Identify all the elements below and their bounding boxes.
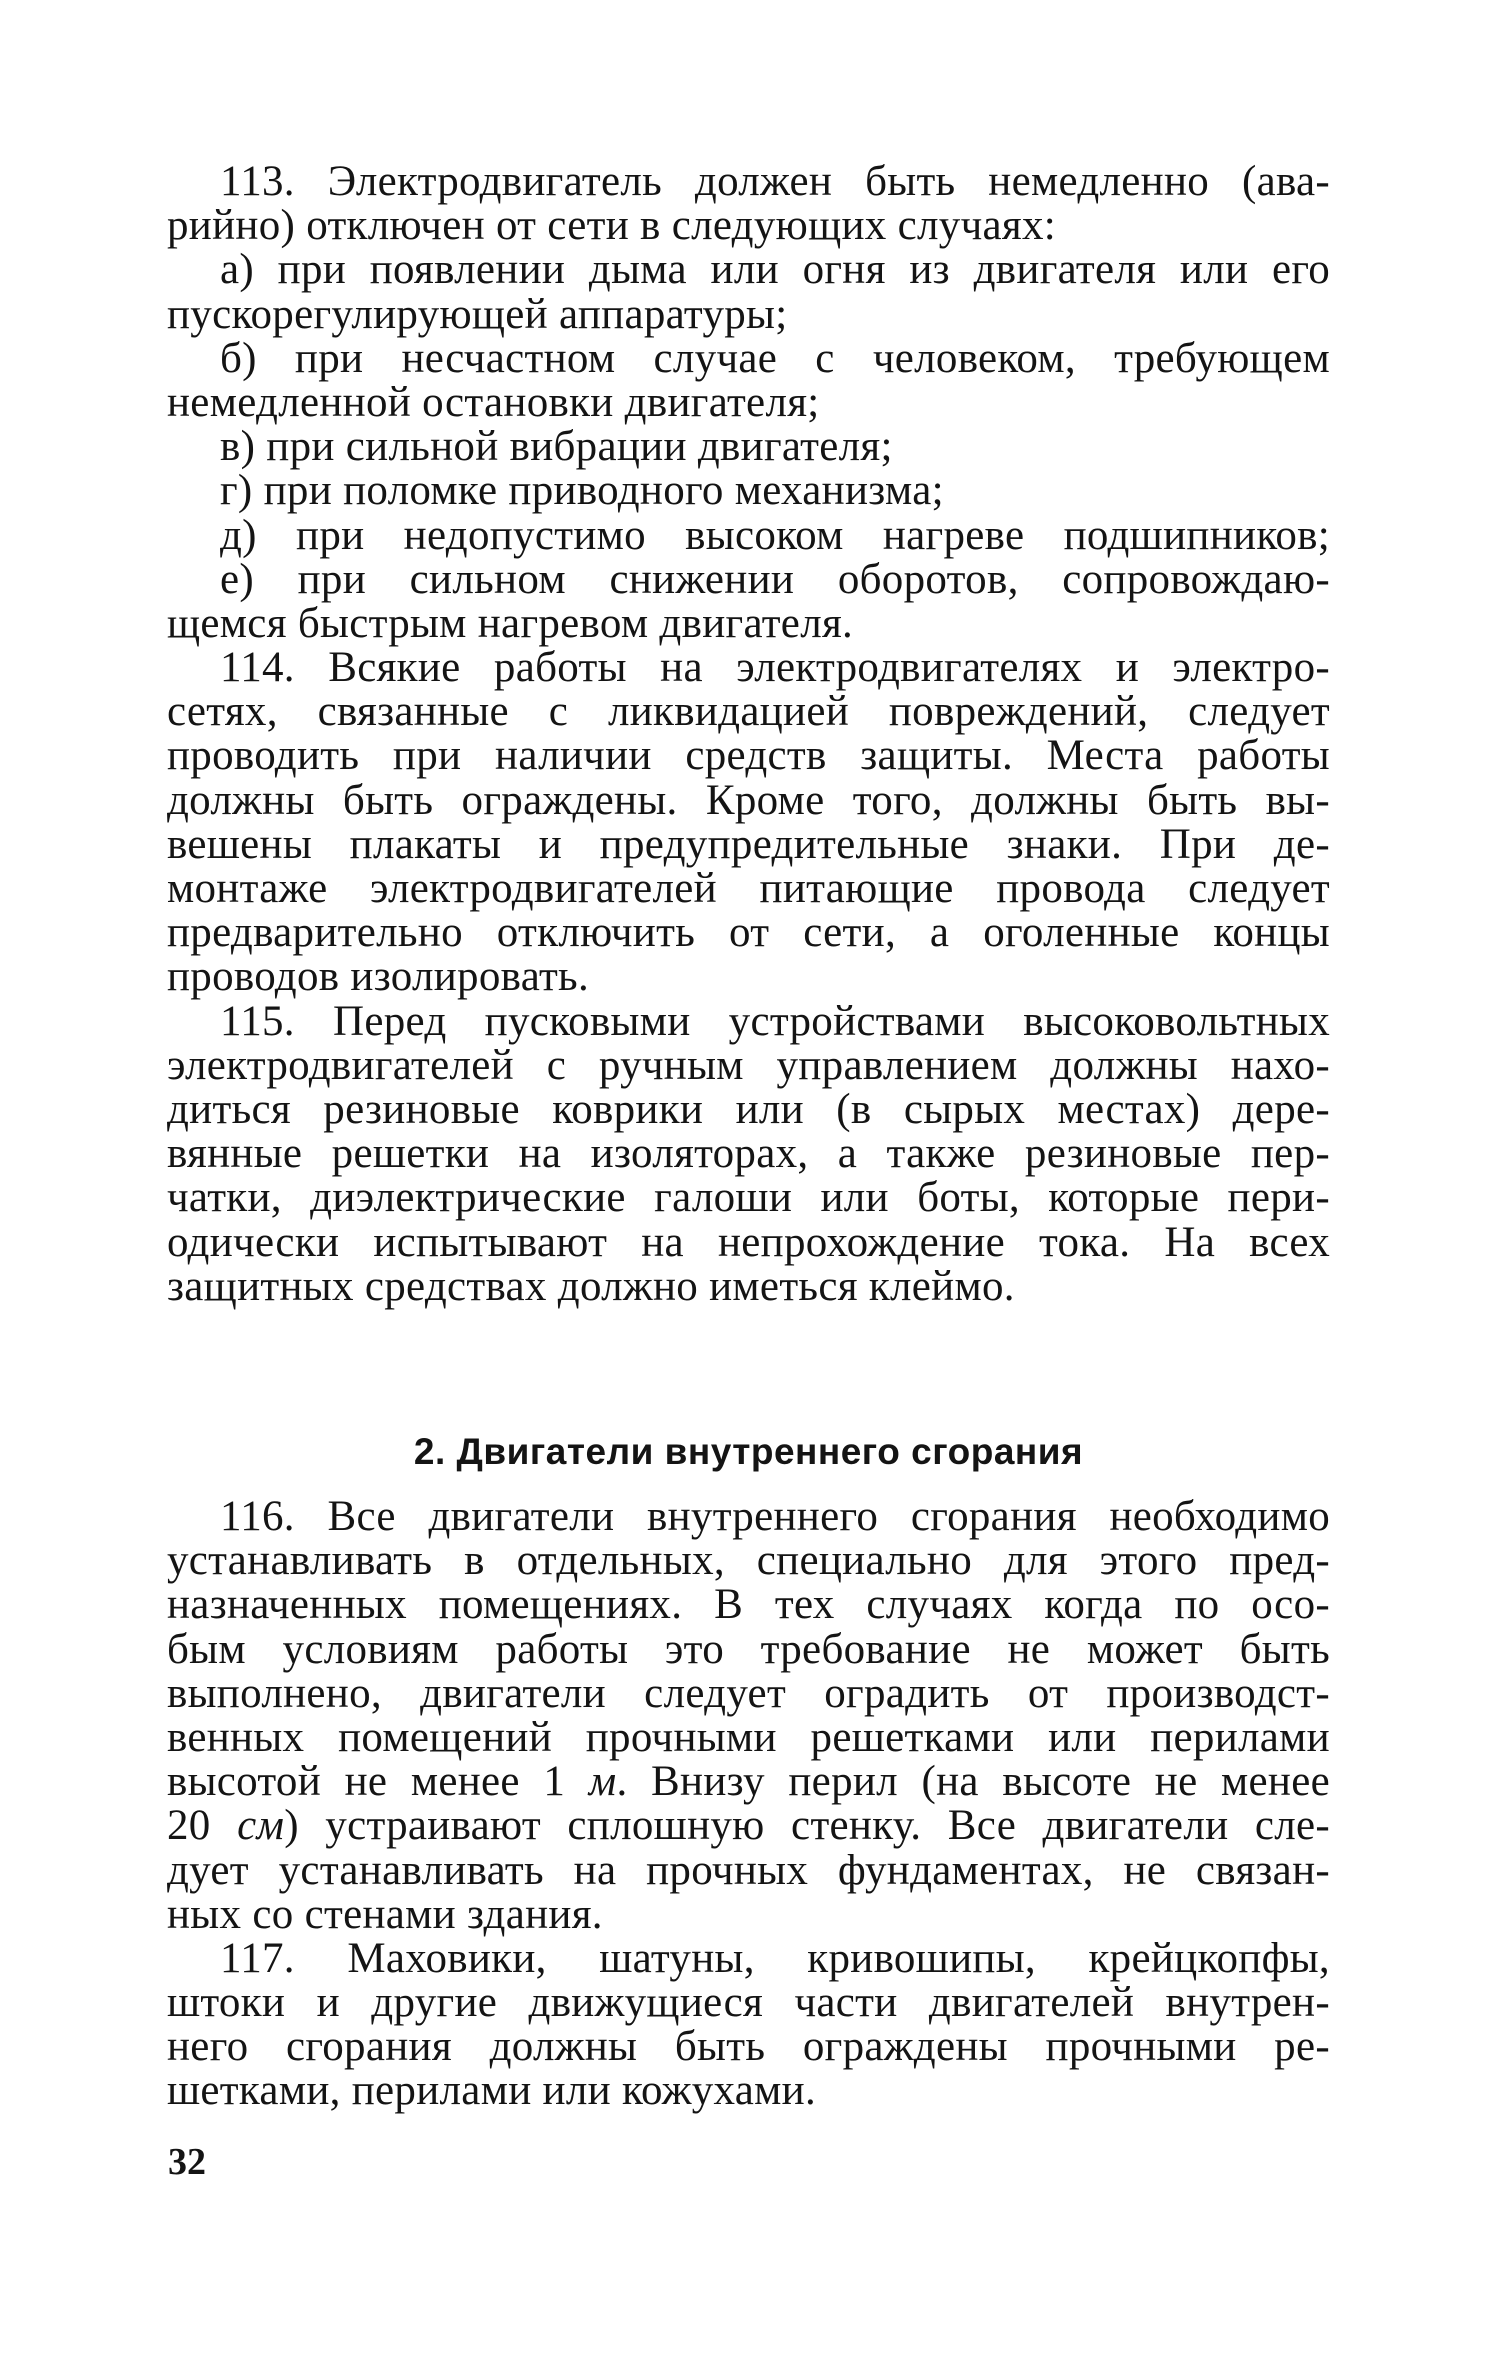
text-line: д) при недопустимо высоком нагреве подшипников; <box>220 511 1330 559</box>
text-line: вянные решетки на изоляторах, а также резиновые пер- <box>167 1130 1330 1178</box>
text-line: сетях, связанные с ликвидацией повреждений, следует <box>167 688 1330 736</box>
text-line: монтаже электродвигателей питающие провода следует <box>167 865 1330 912</box>
text-line: б) при несчастном случае с человеком, требующем <box>220 334 1330 382</box>
text-line: вешены плакаты и предупредительные знаки. При де- <box>167 820 1330 868</box>
text-line: защитных средствах должно иметься клеймо. <box>167 1262 1015 1310</box>
text-line: проводов изолировать. <box>167 953 590 1001</box>
text-line: 114. Всякие работы на электродвигателях и электро- <box>220 644 1330 692</box>
text-line: венных помещений прочными решетками или перилами <box>167 1713 1330 1761</box>
text-line: рийно) отключен от сети в следующих случаях: <box>167 202 1057 250</box>
text-line: чатки, диэлектрические галоши или боты, которые пери- <box>167 1174 1330 1222</box>
text-line: г) при поломке приводного механизма; <box>220 467 944 515</box>
text-line: должны быть ограждены. Кроме того, должны быть вы- <box>167 776 1330 824</box>
text-line: ных со стенами здания. <box>167 1890 603 1938</box>
text-line: предварительно отключить от сети, а оголенные концы <box>167 909 1330 957</box>
text-line: щемся быстрым нагревом двигателя. <box>167 599 854 647</box>
text-line: шетками, перилами или кожухами. <box>167 2067 817 2115</box>
text-line: одически испытывают на непрохождение тока. На всех <box>167 1218 1330 1266</box>
text-line: штоки и другие движущиеся части двигателей внутрен- <box>167 1979 1330 2027</box>
text-line: диться резиновые коврики или (в сырых местах) дере- <box>167 1085 1330 1133</box>
text-line: него сгорания должны быть ограждены прочными ре- <box>167 2023 1330 2071</box>
text-line: высотой не менее 1 м. Внизу перил (на высоте не менее <box>167 1758 1330 1806</box>
text-line: дует устанавливать на прочных фундаментах, не связан- <box>167 1846 1330 1894</box>
text-line: проводить при наличии средств защиты. Места работы <box>167 732 1330 780</box>
text-line: 20 см) устраивают сплошную стенку. Все двигатели сле- <box>167 1802 1330 1850</box>
text-line: выполнено, двигатели следует оградить от производст- <box>167 1669 1330 1717</box>
text-line: е) при сильном снижении оборотов, сопровождаю- <box>220 555 1330 603</box>
text-line: 113. Электродвигатель должен быть немедленно (ава- <box>220 158 1330 205</box>
text-line: назначенных помещениях. В тех случаях когда по осо- <box>167 1581 1330 1629</box>
text-line: немедленной остановки двигателя; <box>167 378 820 426</box>
page-number: 32 <box>168 2141 206 2183</box>
text-block-electric-motors <box>167 160 1330 1309</box>
text-line: 116. Все двигатели внутреннего сгорания необходимо <box>220 1493 1330 1540</box>
text-line: бым условиям работы это требование не может быть <box>167 1625 1330 1673</box>
text-block-combustion-engines <box>167 1495 1330 2114</box>
text-line: устанавливать в отдельных, специально для этого пред- <box>167 1537 1330 1585</box>
text-line: 117. Маховики, шатуны, кривошипы, крейцкопфы, <box>220 1934 1330 1982</box>
text-line: а) при появлении дыма или огня из двигателя или его <box>220 246 1330 294</box>
text-line: электродвигателей с ручным управлением должны нахо- <box>167 1041 1330 1089</box>
section-heading: 2. Двигатели внутреннего сгорания <box>413 1431 1084 1472</box>
text-line: в) при сильной вибрации двигателя; <box>220 423 893 471</box>
text-line: пускорегулирующей аппаратуры; <box>167 290 788 338</box>
text-line: 115. Перед пусковыми устройствами высоковольтных <box>220 997 1330 1045</box>
